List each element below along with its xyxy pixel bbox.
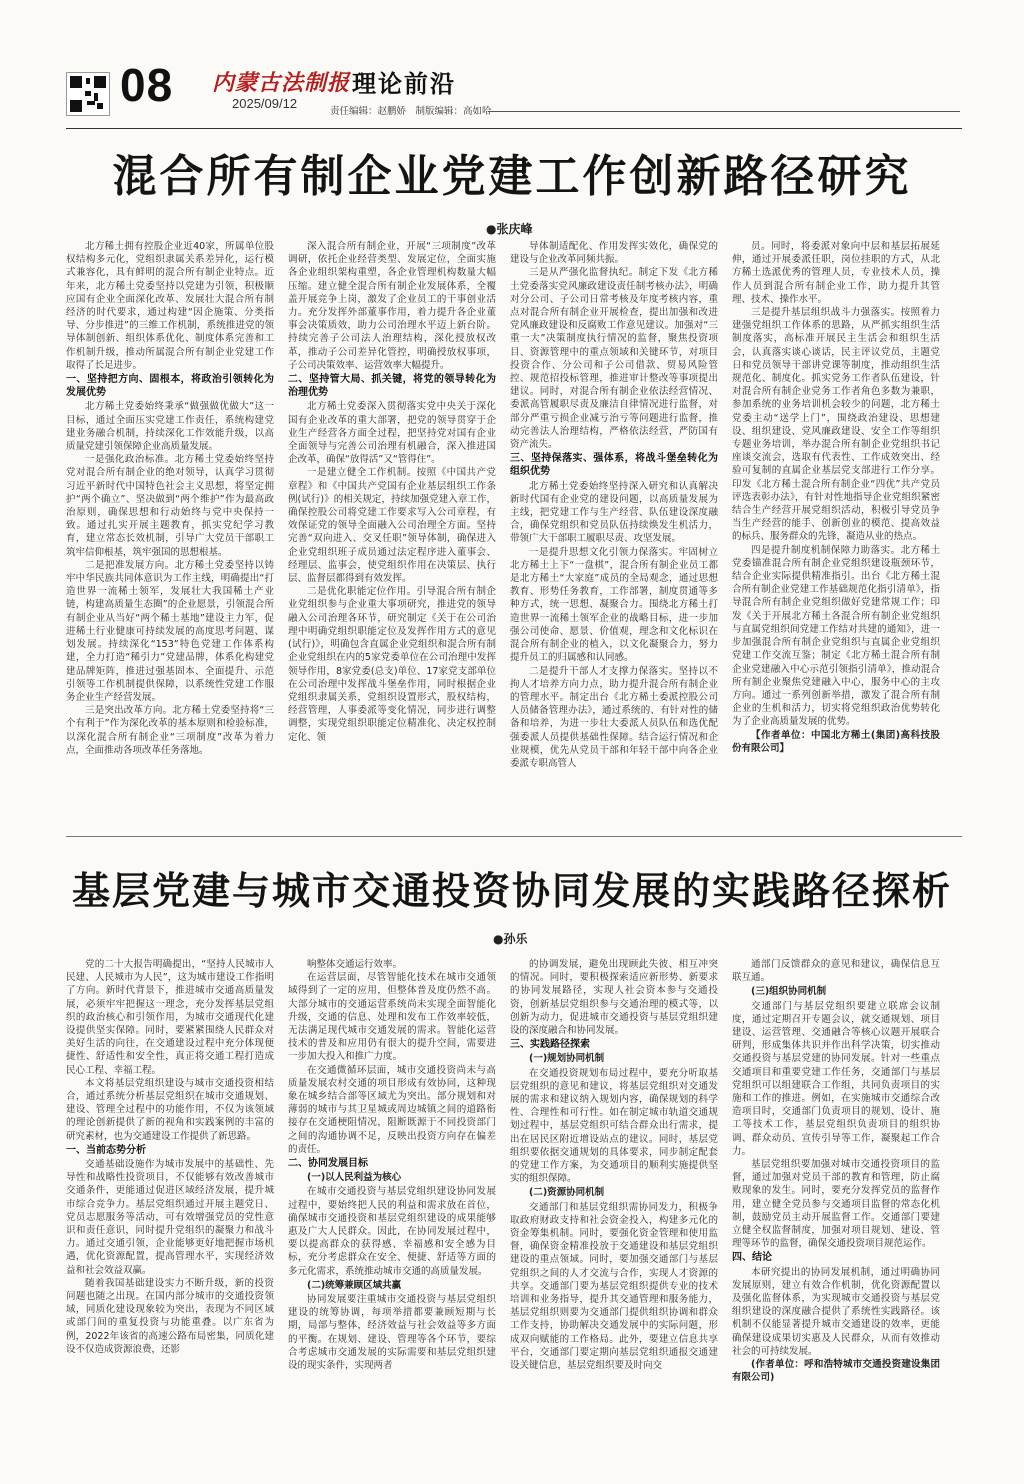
- paragraph: 二是优化职能定位作用。引导混合所有制企业党组织参与企业重大事项研究，推进党的领导融入公司治理各环节，研究制定《关于在公司治理中明确党组织职能定位及发挥作用方式的意见(试行)》，明确包含直属企业党组织和混合所有制企业党组织在内的5家党委单位在公司治理中发挥领导作用，8家党委(总支)单位、17家党支部单位在公司治理中发挥战斗堡垒作用，同时根据企业党组织隶属关系，党组织设置形式，股权结构，经营管理，人事委派等变化情况，同步进行调整调整，实现党组织职能定位精准化、决定权控制定化、领: [288, 586, 496, 743]
- subsection-heading: (二)统筹兼顾区域共赢: [307, 1279, 402, 1291]
- subsection-heading: (三)组织协同机制: [751, 986, 827, 998]
- section-heading: 四、结论: [732, 1252, 772, 1264]
- paragraph: 通部门反馈群众的意见和建议，确保信息互联互通。: [732, 959, 940, 984]
- paragraph: 在交通投资规划布局过程中，要充分听取基层党组织的意见和建议，将基层党组织对交通发展的需求和建议纳入规划内容，确保规划的科学性、合理性和可行性。如在制定城市轨道交通规划过程中，基层党组织可结合群众出行需求，提出在居民区附近增设站点的建议。同时，基层党组织要依据交通规划的具体要求，同步制定配套的党建工作方案，为交通项目的顺利实施提供坚实的组织保障。: [510, 1067, 718, 1185]
- paragraph: 北方稀土党委始终坚持深入研究和认真解决新时代国有企业党的建设问题，以高质量发展为主线，把党建工作与生产经营、队伍建设深度融合，确保党组织和党员队伍持续焕发生机活力，带领广大干部职工履职尽责、攻坚发展。: [510, 480, 718, 545]
- paragraph: 随着我国基础建设实力不断升级，新的投资问题也随之出现。在国内部分城市的交通投资领域，同质化建设现象较为突出，表现为不同区域或部门间的重复投资与功能重叠。以广东省为例，2022年该省的高速公路布局密集，同质化建设不仅造成资源浪费，还影: [66, 1277, 274, 1355]
- article1-column-3: [510, 240, 718, 822]
- section-heading: 二、协同发展目标: [288, 1158, 368, 1170]
- article2-column-3: [510, 958, 718, 1444]
- paragraph: 交通部门与基层党组织要建立联席会议制度，通过定期召开专题会议，就交通规划、项目建设、运营管理、交通融合等核心议题开展联合研判，形成集体共识并作出科学决策，切实推动交通投资与基层党建的协同发展。针对一些重点交通项目和重要党建工作任务，交通部门与基层党组织可以组建联合工作组，共同负责项目的实施和工作的推进。例如，在实施城市交通综合改造项目时，交通部门负责项目的规划、设计、施工等技术工作，基层党组织负责项目的组织协调、群众动员、宣传引导等工作，凝聚起工作合力。: [732, 1000, 940, 1157]
- section-heading: 一、坚持把方向、固根本，将政治引领转化为发展优势: [66, 374, 274, 399]
- paragraph: 基层党组织要加强对城市交通投资项目的监督，通过加强对党员干部的教育和管理，防止腐败现象的发生。同时，要充分发挥党员的监督作用，建立健全党员参与交通项目监督的常态化机制，鼓励党员主动开展监督工作。交通部门要建立健全权监督制度，加强对项目规划、建设、管理等环节的监督，确保交通投资项目规范运作。: [732, 1159, 940, 1250]
- paragraph: 的协调发展，避免出现顾此失彼、相互冲突的情况。同时，要积极探索适应新形势、新要求的协同发展路径，实现人社会资本参与交通投资，创新基层党组织参与交通治理的模式等，以创新为动力，促进城市交通投资与基层党组织建设的深度融合和协同发展。: [510, 959, 718, 1037]
- page-header: [0, 0, 1024, 128]
- paragraph: 在城市交通投资与基层党组织建设协同发展过程中，要始终把人民的利益和需求放在首位，确保城市交通投资和基层党组织建设的成果能够惠及广大人民群众。因此，在协同发展过程中，要以提高群众的获得感、幸福感和安全感为目标，充分考虑群众在安全、便捷、舒适等方面的多元化需求，系统推动城市交通的高质量发展。: [288, 1186, 496, 1277]
- article2-title: 基层党建与城市交通投资协同发展的实践路径探析: [71, 868, 952, 913]
- editors-line: 责任编辑：赵鹏娇 制版编辑：高如哈: [330, 106, 492, 117]
- paragraph: 二是提升干部人才支撑力保落实。坚持以不拘人才培养方向力点，助力提升混合所有制企业的管理水平。制定出台《北方稀土委派控股公司人员储备管理办法》，通过系统的、有针对性的储备和培养，为进一步壮大委派人员队伍和选优配强委派人员提供基础性保障。结合运行情况和企业规模，优先从党员干部和年轻干部中向各企业委派专职高管人: [510, 665, 718, 769]
- author-affiliation: (作者单位：呼和浩特城市交通投资建设集团有限公司): [732, 1359, 940, 1384]
- header-rule: [488, 111, 960, 112]
- article2-column-2: [288, 958, 496, 1444]
- article1-column-1: [66, 240, 274, 822]
- subsection-heading: (一)以人民利益为核心: [307, 1172, 402, 1184]
- paragraph: 交通基础设施作为城市发展中的基础性、先导性和战略性投资项目，不仅能够有效改善城市交通条件，更能通过促进区域经济发展，提升城市综合竞争力。基层党组织通过开展主题党日、党员志愿服务等活动，可有效增强党员的党性意识和责任意识，同时提升党组织的凝聚力和战斗力。通过交通引领，企业能够更好地把握市场机遇，优化资源配置，提高管理水平，实现经济效益和社会效益双赢。: [66, 1159, 274, 1276]
- article1-byline: ●张庆峰: [486, 222, 533, 236]
- author-affiliation: 【作者单位：中国北方稀土(集团)高科技股份有限公司】: [732, 729, 940, 754]
- paragraph: 一是建立健全工作机制。按照《中国共产党章程》和《中国共产党国有企业基层组织工作条例(试行)》的相关规定，持续加强党建入章工作，确保控股公司将党建工作要求写入公司章程，有效保证党的领导全面融入公司治理全方面。坚持完善“双向进入、交叉任职”领导体制，确保进入企业党组织班子成员通过法定程序进入董事会、经理层、监事会，使党组织作用在决策层、执行层、监督层都得到有效发挥。: [288, 467, 496, 585]
- article2-byline: ●孙乐: [493, 932, 528, 946]
- subsection-heading: (二)资源协同机制: [529, 1187, 605, 1199]
- article1-title: 混合所有制企业党建工作创新路径研究: [112, 151, 912, 202]
- paragraph: 员。同时，将委派对象向中层和基层拓展延伸，通过开展委派任职，岗位挂职的方式，从北方稀土选派优秀的管理人员，专业技术人员，操作人员到混合所有制企业工作，助力提升其管理、技术、操作水平。: [732, 241, 940, 305]
- article-divider: [66, 836, 962, 837]
- subsection-heading: (一)规划协同机制: [529, 1053, 605, 1065]
- issue-date: 2025/09/12: [232, 96, 298, 111]
- paragraph: 导体制适配化、作用发挥实效化，确保党的建设与企业改革同频共振。: [510, 241, 718, 266]
- paragraph: 一是提升思想文化引领力保落实。牢固树立北方稀土上下“一盘棋”，混合所有制企业员工都是北方稀土“大家庭”成员的全局观念，通过思想教育、形势任务教育，工作部署，制度贯通等多种方式，统一思想、凝聚合力。围绕北方稀土打造世界一流稀土领军企业的战略目标，进一步加强公司使命、愿景、价值观，理念和文化标识在混合所有制企业的植入，以文化凝聚合力，努力提升员工的归属感和认同感。: [510, 546, 718, 664]
- article1-column-2: [288, 240, 496, 822]
- paragraph: 在交通微循环层面，城市交通投资尚未与高质量发展农村交通的项目形成有效协同，这种现象在城乡结合部等区域尤为突出。部分规划和对薄弱的城市与其卫星城或周边城镇之间的道路衔接存在交通梗阻情况，阻断既源于不同投资部门之间的沟通协调不足，反映出投资方向存在偏差的责任。: [288, 1064, 496, 1155]
- paragraph: 一是强化政治标准。北方稀土党委始终坚持党对混合所有制企业的绝对领导，认真学习贯彻习近平新时代中国特色社会主义思想，将坚定拥护“两个确立”、坚决做到“两个维护”作为最高政治原则，确保思想和行动始终与党中央保持一致。通过扎实开展主题教育，抓实党纪学习教育，建立常态长效机制，引导广大党员干部职工筑牢信仰根基，筑牢强国的思想根基。: [66, 454, 274, 558]
- header-divider: [66, 128, 962, 129]
- section-heading: 三、实践路径探索: [510, 1039, 590, 1051]
- paragraph: 北方稀土党委深入贯彻落实党中央关于深化国有企业改革的重大部署，把党的领导贯穿于企业生产经营各方面全过程，把坚持党对国有企业全面领导与完善公司治理有机融合，深入推进国企改革，确保“放得活”又“管得住”。: [288, 401, 496, 466]
- paragraph: 协同发展要注重城市交通投资与基层党组织建设的统筹协调，每项举措都要兼顾短期与长期，局部与整体，经济效益与社会效益等多方面的平衡。在规划、建设、管理等各个环节，要综合考虑城市交通发展的实际需要和基层党组织建设的现实条件，实现两者: [288, 1294, 496, 1372]
- newspaper-name: 内蒙古法制报: [212, 70, 351, 96]
- paragraph: 党的二十大报告明确提出，“坚持人民城市人民建、人民城市为人民”，这为城市建设工作指明了方向。新时代背景下，推进城市交通高质量发展，必须牢牢把握这一理念，充分发挥基层党组织的政治核心和引领作用，为城市交通现代化建设提供坚实保障。同时，要紧紧围绕人民群众对美好生活的向往，在交通建设过程中充分体现便捷性、舒适性和安全性，真正将交通工程打造成民心工程、幸福工程。: [66, 959, 274, 1076]
- article2-column-1: [66, 958, 274, 1444]
- paragraph: 北方稀土党委始终秉承“做强做优做大”这一目标，通过全面压实党建工作责任，系统构建党建业务融合机制，持续深化工作效能升级，以高质量党建引领保障企业高质量发展。: [66, 401, 274, 453]
- paragraph: 本研究提出的协同发展机制，通过明确协同发展原则，建立有效合作机制，优化资源配置以及强化监督体系，为实现城市交通投资与基层党组织建设的深度融合提供了系统性实践路径。该机制不仅能显著提升城市交通建设的效率，更能确保建设成果切实惠及人民群众，从而有效推动社会的可持续发展。: [732, 1266, 940, 1357]
- page-number: 08: [120, 59, 174, 111]
- article1-column-4: [732, 240, 940, 822]
- article2-column-4: [732, 958, 940, 1444]
- section-heading: 二、坚持管大局、抓关键，将党的领导转化为治理优势: [288, 374, 496, 399]
- paragraph: 三是提升基层组织战斗力强落实。按照着力建强党组织工作体系的思路，从严抓实组织生活制度落实，高标准开展民主生活会和组织生活会，认真落实谈心谈话，民主评议党员，主题党日和党员领导干部讲党课等制度，推动组织生活规范化、制度化。抓实党务工作者队伍建设，针对混合所有制企业党务工作者角色多数为兼职，参加系统的业务培训机会较少的问题，北方稀土党委主动“送学上门”，围绕政治建设、思想建设、组织建设、党风廉政建设、安全工作等组织专题业务培训，举办混合所有制企业党组织书记座谈交流会，选取有代表性、工作成效突出、经验可复制的直属企业基层党支部进行工作分享。印发《北方稀土混合所有制企业“四优”共产党员评选表彰办法》，有针对性地指导企业党组织紧密结合生产经营开展党组织活动，积极引导党员争当生产经营的能手、创新创业的模范、提高效益的标兵、服务群众的先锋，凝造从业的热点。: [732, 307, 940, 543]
- paragraph: 二是把准发展方向。北方稀土党委坚持以铸牢中华民族共同体意识为工作主线，明确提出“打造世界一流稀土领军，发展壮大我国稀土产业链，构建高质量生态圈”的企业愿景，引领混合所有制企业从当好“两个稀土基地”建设主力军，促进稀土行业健康可持续发展的高度思考问题、谋划发展。持续深化“153”特色党建工作体系构建，全力打造“稀引力”党建品牌，体系化构建党建品牌矩阵，推进过强基固本、全面提升、示范引领等工作机制提供保障，以系统性党建工作服务企业生产经营发展。: [66, 559, 274, 703]
- paragraph: 北方稀土拥有控股企业近40家，所属单位股权结构多元化，党组织隶属关系差异化，运行模式兼容化，具有鲜明的混合所有制企业特点。近年来，北方稀土党委坚持以党建为引领，积极顺应国有企业全面深化改革、发展壮大混合所有制经济的时代要求，通过构建“因企施策、分类指导、分步推进”的三维工作机制，系统推进党的领导体制创新、组织体系优化、制度体系完善和工作机制升级，推动所属混合所有制企业党建工作取得了长足进步。: [66, 241, 274, 371]
- paragraph: 响整体交通运行效率。: [307, 959, 403, 970]
- paragraph: 四是提升制度机制保障力助落实。北方稀土党委锚准混合所有制企业党组织建设瓶颈环节，结合企业实际提供精准指引。出台《北方稀土混合所有制企业党建工作基础规范化指引清单》，指导混合所有制企业党组织做好党建常规工作；印发《关于开展北方稀土各混合所有制企业党组织与直属党组织间党建工作结对共建的通知》，进一步加强混合所有制企业党组织与直属企业党组织党建工作交流互鉴；制定《北方稀土混合所有制企业党建融入中心示范引领指引清单》，推动混合所有制企业聚焦党建融入中心，服务中心的主攻方向。通过一系列创新举措，激发了混合所有制企业的生机和活力，切实将党组织政治优势转化为了企业高质量发展的优势。: [732, 544, 940, 728]
- qr-code[interactable]: [66, 72, 110, 116]
- section-title: 理论前沿: [352, 69, 456, 98]
- paragraph: 深入混合所有制企业，开展“三项制度”改革调研，依托企业经营类型、发展定位，全面实施各企业组织架构重塑，各企业管理机构数量大幅压缩。建立健全混合所有制企业发展体系，全覆盖开展竞争上岗，激发了企业员工的干事创业活力。充分发挥外部董事作用，着力提升各企业董事会决策质效，助力公司治理水平迈上新台阶。持续完善子公司法人治理结构，深化授放权改革，推动子公司差异化管控，明确授放权事项，子公司决策效率、运营效率大幅提升。: [288, 241, 496, 371]
- section-heading: 三、坚持保落实、强体系，将战斗堡垒转化为组织优势: [510, 453, 718, 478]
- paragraph: 三是从严强化监督执纪。制定下发《北方稀土党委落实党风廉政建设责任制考核办法》，明确对分公司、子公司日常考核及年度考核内容，重点对混合所有制企业开展检查，提出加强和改进党风廉政建设和反腐败工作意见建议。加强对“三重一大”决策制度执行情况的监督，聚焦投资项目、资源管理中的重点领域和关键环节，对项目投资合作、分公司和子公司借款、贸易风险管控、规范招投标管理，推进审计整改等事项提出建议。同时，对混合所有制企业依法经营情况、委派高管履职尽责及廉洁自律情况进行监督，对部分严重亏损企业减亏治亏等问题进行监督，推动完善法人治理结构，严格依法经营，严防国有资产流失。: [510, 267, 718, 451]
- paragraph: 本文将基层党组织建设与城市交通投资相结合，通过系统分析基层党组织在城市交通规划、建设、管理全过程中的功能作用，不仅为该领域的理论创新提供了新的视角和实践案例的丰富的研究素材，也为交通建设工作提供了新思路。: [66, 1077, 274, 1142]
- paragraph: 交通部门和基层党组织需协同发力，积极争取政府财政支持和社会资金投入，构建多元化的资金筹集机制。同时，要强化资金管理和使用监督，确保资金精准投放于交通建设和基层党组织建设的重点领域。同时，要加强交通部门与基层党组织之间的人才交流与合作，实现人才资源的共享。交通部门要为基层党组织提供专业的技术培训和业务指导，提升其交通管理和服务能力，基层党组织则要为交通部门提供组织协调和群众工作支持，协助解决交通发展中的实际问题，形成双向赋能的工作格局。此外，要建立信息共享平台，交通部门要定期向基层党组织通报交通建设关键信息，基层党组织要及时向交: [510, 1201, 718, 1372]
- paragraph: 在运营层面，尽管智能化技术在城市交通领域得到了一定的应用，但整体普及度仍然不高。大部分城市的交通运营系统尚未实现全面智能化升级，交通的信息、处理和发布工作效率较低，无法满足现代城市交通发展的需求。智能化运营技术的普及和应用仍有很大的提升空间，需要进一步加大投入和推广力度。: [288, 972, 496, 1063]
- section-heading: 一、当前态势分析: [66, 1144, 146, 1156]
- paragraph: 三是突出改革方向。北方稀土党委坚持将“三个有利于”作为深化改革的基本原则和检验标准，以深化混合所有制企业“三项制度”改革为着力点，全面推动各项改革任务落地。: [66, 705, 274, 756]
